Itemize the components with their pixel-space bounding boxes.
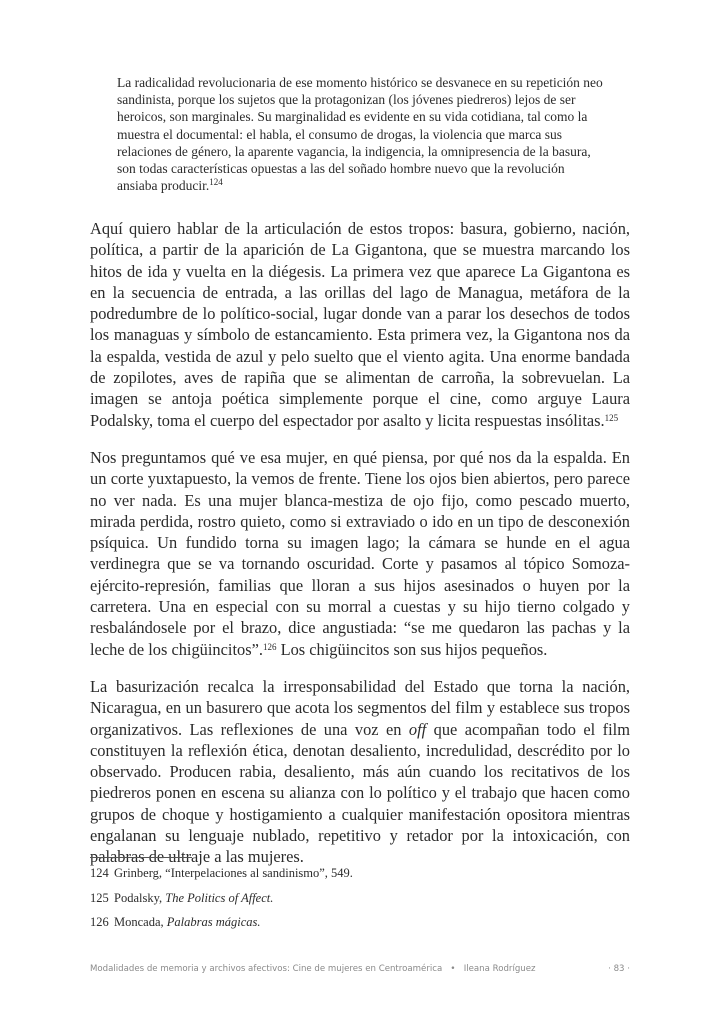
paragraph-2-text-end: Los chigüincitos son sus hijos pequeños. <box>276 639 548 659</box>
paragraph-3-text: La basurización recalca la irresponsabilidad del Estado que torna la nación, Nicaragua, en un basurero que acota los segmentos del film y establece sus tropos organizativos. Las reflexiones de una voz en <box>90 676 630 739</box>
footnote-title: Palabras mágicas. <box>166 915 261 929</box>
footnote-ref-125[interactable]: 125 <box>604 412 619 423</box>
footnotes <box>90 866 630 940</box>
footnote-number: 125 <box>90 890 109 905</box>
paragraph-2 <box>90 447 630 660</box>
body-text <box>90 218 630 884</box>
footnote-124 <box>90 866 630 881</box>
footnote-divider <box>90 857 192 858</box>
footnote-126 <box>90 915 630 930</box>
footnote-ref-124[interactable]: 124 <box>209 177 223 188</box>
paragraph-3 <box>90 676 630 868</box>
footnote-number: 126 <box>90 915 109 929</box>
quote-text: La radicalidad revolucionaria de ese momento histórico se desvanece en su repetición neo sandinista, porque los sujetos que la protagonizan (los jóvenes piedreros) lejos de ser heroicos, son marginales. Su marginalidad es evidente en su vida cotidiana, tal como la muestra el documental: el habla, el consumo de drogas, la violencia que marca sus relaciones de género, la aparente vagancia, la indigencia, la omnipresencia de la basura, son todas características opuestas a las del soñado hombre nuevo que la revolución ansiaba producir. <box>117 75 603 194</box>
italic-off: off <box>408 719 427 739</box>
paragraph-1-text: Aquí quiero hablar de la articulación de estos tropos: basura, gobierno, nación, política, a partir de la aparición de La Gigantona, que se muestra marcando los hitos de ida y vuelta en la diégesis. La primera vez que aparece La Gigantona es en la secuencia de entrada, a las orillas del lago de Managua, metáfora de la podredumbre de lo político-social, lugar donde van a parar los desechos de todos los managuas y símbolo de estancamiento. Esta primera vez, la Gigantona nos da la espalda, vestida de azul y pelo suelto que el viento agita. Una enorme bandada de zopilotes, aves de rapiña que se alimentan de carroña, la sobrevuelan. La imagen se antoja poética simplemente porque el cine, como arguye Laura Podalsky, toma el cuerpo del espectador por asalto y licita respuestas insólitas. <box>90 219 630 430</box>
footnote-text: Moncada, <box>114 915 167 929</box>
block-quote <box>117 74 603 194</box>
footnote-number: 124 <box>90 866 109 880</box>
running-footer: Modalidades de memoria y archivos afectivos: Cine de mujeres en Centroamérica • Ileana Rodríguez <box>90 964 536 974</box>
footnote-text: Grinberg, “Interpelaciones al sandinismo”, 549. <box>114 866 353 880</box>
footnote-text: Podalsky, <box>114 890 166 905</box>
paragraph-1 <box>90 218 630 431</box>
footnote-title: The Politics of Affect. <box>165 890 274 905</box>
page-footer <box>90 964 630 974</box>
footnote-ref-126[interactable]: 126 <box>262 641 277 652</box>
paragraph-2-text: Nos preguntamos qué ve esa mujer, en qué piensa, por qué nos da la espalda. En un corte yuxtapuesto, la vemos de frente. Tiene los ojos bien abiertos, pero parece no ver nada. Es una mujer blanca-mestiza de ojo fijo, como pescado muerto, mirada perdida, rostro quieto, como si extraviado o ido en un tipo de desconexión psíquica. Un fundido torna su imagen lago; la cámara se hunde en el agua verdinegra que se va tornando oscuridad. Corte y pasamos al tópico Somoza-ejército-represión, familias que lloran a sus hijos asesinados o huyen por la carretera. Una en especial con su morral a cuestas y su hijo tierno colgado y resbalándosele por el brazo, dice angustiada: “se me quedaron las pachas y la leche de los chigüincitos”. <box>90 447 630 659</box>
page-number: · 83 · <box>608 964 630 974</box>
paragraph-3-text-end: que acompañan todo el film constituyen la reflexión ética, denotan desaliento, incredulidad, descrédito por lo observado. Producen rabia, desaliento, más aún cuando los recitativos de los piedreros ponen en escena su alianza con lo político y el trabajo que hacen como grupos de choque y hostigamiento a cualquier manifestación opositora mientras engalanan su lenguaje nublado, repetitivo y retador por la intoxicación, con palabras de ultraje a las mujeres. <box>90 719 630 867</box>
footnote-125 <box>90 891 630 906</box>
